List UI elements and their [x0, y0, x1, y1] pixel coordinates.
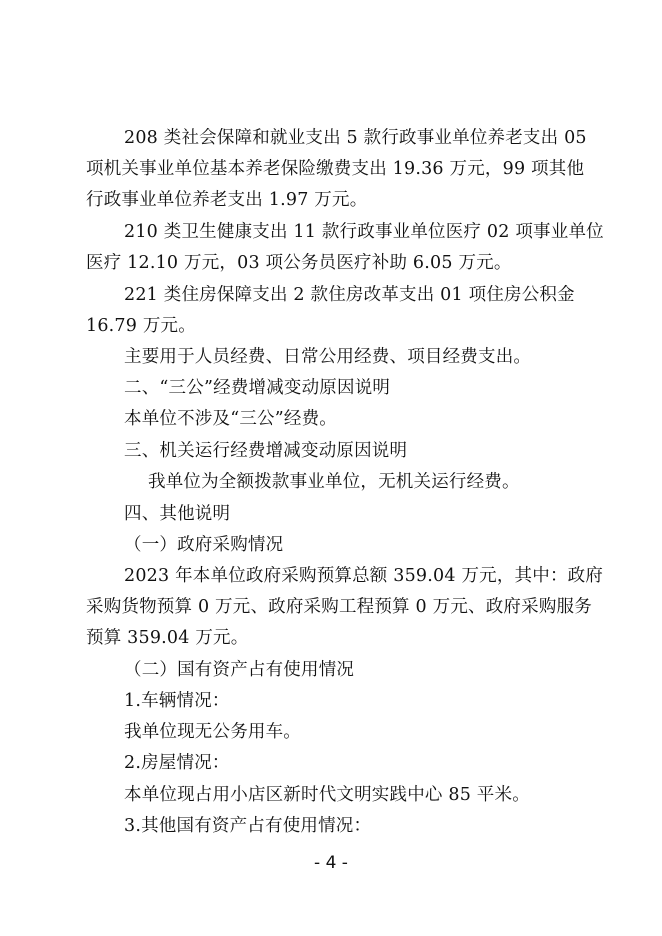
text-line: 16.79 万元。	[86, 316, 196, 336]
text-line: 预算 359.04 万元。	[86, 628, 249, 648]
text-line: 医疗 12.10 万元，03 项公务员医疗补助 6.05 万元。	[86, 253, 512, 273]
text-line: 2023 年本单位政府采购预算总额 359.04 万元，其中：政府	[124, 566, 604, 586]
text-line: 行政事业单位养老支出 1.97 万元。	[86, 190, 368, 210]
text-line: 210 类卫生健康支出 11 款行政事业单位医疗 02 项事业单位	[124, 222, 604, 242]
subsection-heading: （二）国有资产占有使用情况	[124, 660, 355, 680]
item-heading: 1.车辆情况：	[124, 691, 230, 711]
text-line: 主要用于人员经费、日常公用经费、项目经费支出。	[124, 347, 532, 367]
page-number: - 4 -	[314, 853, 348, 873]
text-line: 我单位为全额拨款事业单位，无机关运行经费。	[148, 472, 520, 492]
text-line: 我单位现无公务用车。	[124, 722, 301, 742]
item-heading: 3.其他国有资产占有使用情况：	[124, 816, 372, 836]
text-line: 采购货物预算 0 万元、政府采购工程预算 0 万元、政府采购服务	[86, 597, 592, 617]
text-line: 208 类社会保障和就业支出 5 款行政事业单位养老支出 05	[124, 128, 587, 148]
item-heading: 2.房屋情况：	[124, 753, 230, 773]
section-heading: 四、其他说明	[124, 504, 231, 524]
text-line: 221 类住房保障支出 2 款住房改革支出 01 项住房公积金	[124, 285, 575, 305]
subsection-heading: （一）政府采购情况	[124, 535, 284, 555]
text-line: 项机关事业单位基本养老保险缴费支出 19.36 万元，99 项其他	[86, 159, 585, 179]
text-line: 本单位现占用小店区新时代文明实践中心 85 平米。	[124, 785, 530, 805]
section-heading: 三、机关运行经费增减变动原因说明	[124, 441, 408, 461]
section-heading: 二、“三公”经费增减变动原因说明	[124, 378, 391, 398]
text-line: 本单位不涉及“三公”经费。	[124, 409, 337, 429]
